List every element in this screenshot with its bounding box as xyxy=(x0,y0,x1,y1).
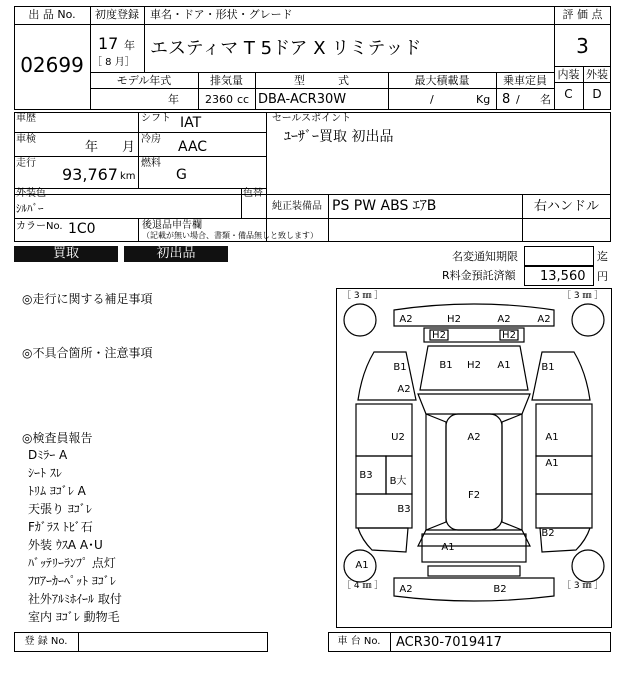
fuel-label: 燃料 xyxy=(141,158,161,169)
name-change-unit: 迄 xyxy=(597,250,608,263)
inspection-label: 車検 xyxy=(16,134,36,145)
sales-point: ﾕｰｻﾞｰ買取 初出品 xyxy=(284,129,394,145)
recycle-unit: 円 xyxy=(597,270,608,283)
mark: B2 xyxy=(493,584,507,595)
interior-grade: C xyxy=(564,87,573,101)
mark: A2 xyxy=(467,432,481,443)
max-load-slash: / xyxy=(430,93,434,106)
displacement-unit: cc xyxy=(237,93,250,106)
model-year-unit: 年 xyxy=(168,93,179,106)
recycle-label: R料金預託済額 xyxy=(442,269,516,282)
max-load-unit: Kg xyxy=(476,93,491,106)
mark: A2 xyxy=(497,314,511,325)
interior-label: 内装 xyxy=(557,68,580,81)
mileage-value: 93,767 xyxy=(62,165,118,184)
damage-diagram xyxy=(336,288,612,628)
chassis-label: 車 台 No. xyxy=(337,636,381,647)
mark: A1 xyxy=(545,432,559,443)
reg-year-unit: 年 xyxy=(124,39,135,52)
reg-month: ［ 8 月］ xyxy=(92,57,135,68)
name-change-label: 名変通知期限 xyxy=(452,250,518,263)
model-year-label: モデル年式 xyxy=(116,74,172,87)
mark: B1 xyxy=(439,360,453,371)
sales-point-label: セールスポイント xyxy=(272,113,352,124)
inspector-item: Dﾐﾗｰ A xyxy=(28,448,68,462)
mileage-label: 走行 xyxy=(16,158,36,169)
tire-fl-depth: ［ 3 ㎜ ］ xyxy=(342,291,384,301)
inspection-month: 月 xyxy=(122,140,136,155)
shift-value: IAT xyxy=(180,115,202,131)
ext-color-value: ｼﾙﾊﾞｰ xyxy=(16,202,44,215)
tire-fr-depth: ［ 3 ㎜ ］ xyxy=(562,291,604,301)
color-change-label: 色替 xyxy=(243,188,263,199)
tire-fr-icon xyxy=(572,304,604,336)
mark: H2 xyxy=(502,330,516,341)
max-load-label: 最大積載量 xyxy=(414,74,470,87)
inspector-item: 外装 ｳｽA A･U xyxy=(28,538,103,552)
steering-value: 右ハンドル xyxy=(533,199,599,214)
tire-rr-depth: ［ 3 ㎜ ］ xyxy=(562,581,604,591)
mileage-unit: km xyxy=(120,171,136,182)
capacity-slash: / xyxy=(516,93,520,106)
mark: A1 xyxy=(441,542,455,553)
model-label: 型 式 xyxy=(294,74,349,87)
capacity-label: 乗車定員 xyxy=(503,74,547,87)
mark: B3 xyxy=(397,504,411,515)
recycle-value: 13,560 xyxy=(540,269,586,284)
equipment-label: 純正装備品 xyxy=(272,201,322,212)
exterior-grade: D xyxy=(592,87,602,101)
inspector-item: ﾌﾛｱｰｶｰﾍﾟｯﾄ ﾖｺﾞﾚ xyxy=(28,574,116,588)
equipment-value: PS PW ABS ｴｱB xyxy=(332,198,437,214)
mark: A1 xyxy=(545,458,559,469)
lot-label: 出 品 No. xyxy=(28,8,76,21)
reg-no-label: 登 録 No. xyxy=(24,636,68,647)
mark: A2 xyxy=(537,314,551,325)
capacity-value: 8 xyxy=(502,92,511,107)
first-reg-label: 初度登録 xyxy=(95,8,139,21)
mark: B2 xyxy=(541,528,555,539)
displacement-label: 排気量 xyxy=(210,74,243,87)
inspector-item: 天張り ﾖｺﾞﾚ xyxy=(28,502,92,516)
mark: F2 xyxy=(467,490,481,501)
car-name: エスティマ T 5ドア X リミテッド xyxy=(150,38,422,59)
ext-color-label: 外装色 xyxy=(16,188,46,199)
mark: B3 xyxy=(359,470,373,481)
mark: U2 xyxy=(391,432,405,443)
defect-notes-label: ◎不具合箇所・注意事項 xyxy=(22,346,153,360)
mark: H2 xyxy=(447,314,461,325)
mark: A1 xyxy=(497,360,511,371)
tire-fl-icon xyxy=(344,304,376,336)
tire-rl-depth: ［ 4 ㎜ ］ xyxy=(342,581,384,591)
inspector-item: Fｶﾞﾗｽ ﾄﾋﾞ石 xyxy=(28,520,93,534)
exterior-label: 外装 xyxy=(586,68,608,81)
history-label: 車歴 xyxy=(16,113,36,124)
fuel-value: G xyxy=(176,167,187,183)
model-code: DBA-ACR30W xyxy=(258,92,347,107)
inspector-item: ﾊﾞｯﾃﾘｰﾗﾝﾌﾟ 点灯 xyxy=(28,556,116,570)
aircon-label: 冷房 xyxy=(141,134,161,145)
mark: H2 xyxy=(467,360,481,371)
displacement-value: 2360 xyxy=(205,93,233,106)
mark: A2 xyxy=(399,314,413,325)
inspector-item: 室内 ﾖｺﾞﾚ 動物毛 xyxy=(28,610,120,624)
inspection-year: 年 xyxy=(85,140,99,155)
grade-label: 評 価 点 xyxy=(562,8,603,21)
tag-kaitori: 買取 xyxy=(14,246,118,262)
color-no-label: カラーNo. xyxy=(16,221,63,232)
mark: A2 xyxy=(399,584,413,595)
mark: H2 xyxy=(432,330,446,341)
aftermarket-note: （記載が無い場合、書類・備品無しと致します） xyxy=(142,231,318,240)
grade-value: 3 xyxy=(576,34,589,58)
mark: A2 xyxy=(397,384,411,395)
aftermarket-label: 後退品申告欄 xyxy=(142,220,202,231)
lot-number: 02699 xyxy=(20,53,84,77)
name-label: 車名・ドア・形状・グレード xyxy=(150,8,293,21)
chassis-number: ACR30-7019417 xyxy=(396,635,502,650)
mark: B大 xyxy=(389,476,407,487)
inspector-item: ﾄﾘﾑ ﾖｺﾞﾚ A xyxy=(28,484,86,498)
reg-year: 17 xyxy=(98,34,119,53)
shift-label: シフト xyxy=(141,113,171,124)
inspector-item: 社外ｱﾙﾐﾎｲｰﾙ 取付 xyxy=(28,592,122,606)
capacity-unit: 名 xyxy=(540,93,551,106)
inspector-item: ｼｰﾄ ｽﾚ xyxy=(28,466,62,480)
mark: B1 xyxy=(393,362,407,373)
mark: B1 xyxy=(541,362,555,373)
driving-notes-label: ◎走行に関する補足事項 xyxy=(22,292,153,306)
mark: A1 xyxy=(355,560,369,571)
name-change-box xyxy=(524,246,594,266)
color-no-value: 1C0 xyxy=(68,221,96,237)
tire-rr-icon xyxy=(572,550,604,582)
inspector-report-label: ◎検査員報告 xyxy=(22,431,93,445)
tag-first-listing: 初出品 xyxy=(124,246,228,262)
aircon-value: AAC xyxy=(178,139,208,155)
